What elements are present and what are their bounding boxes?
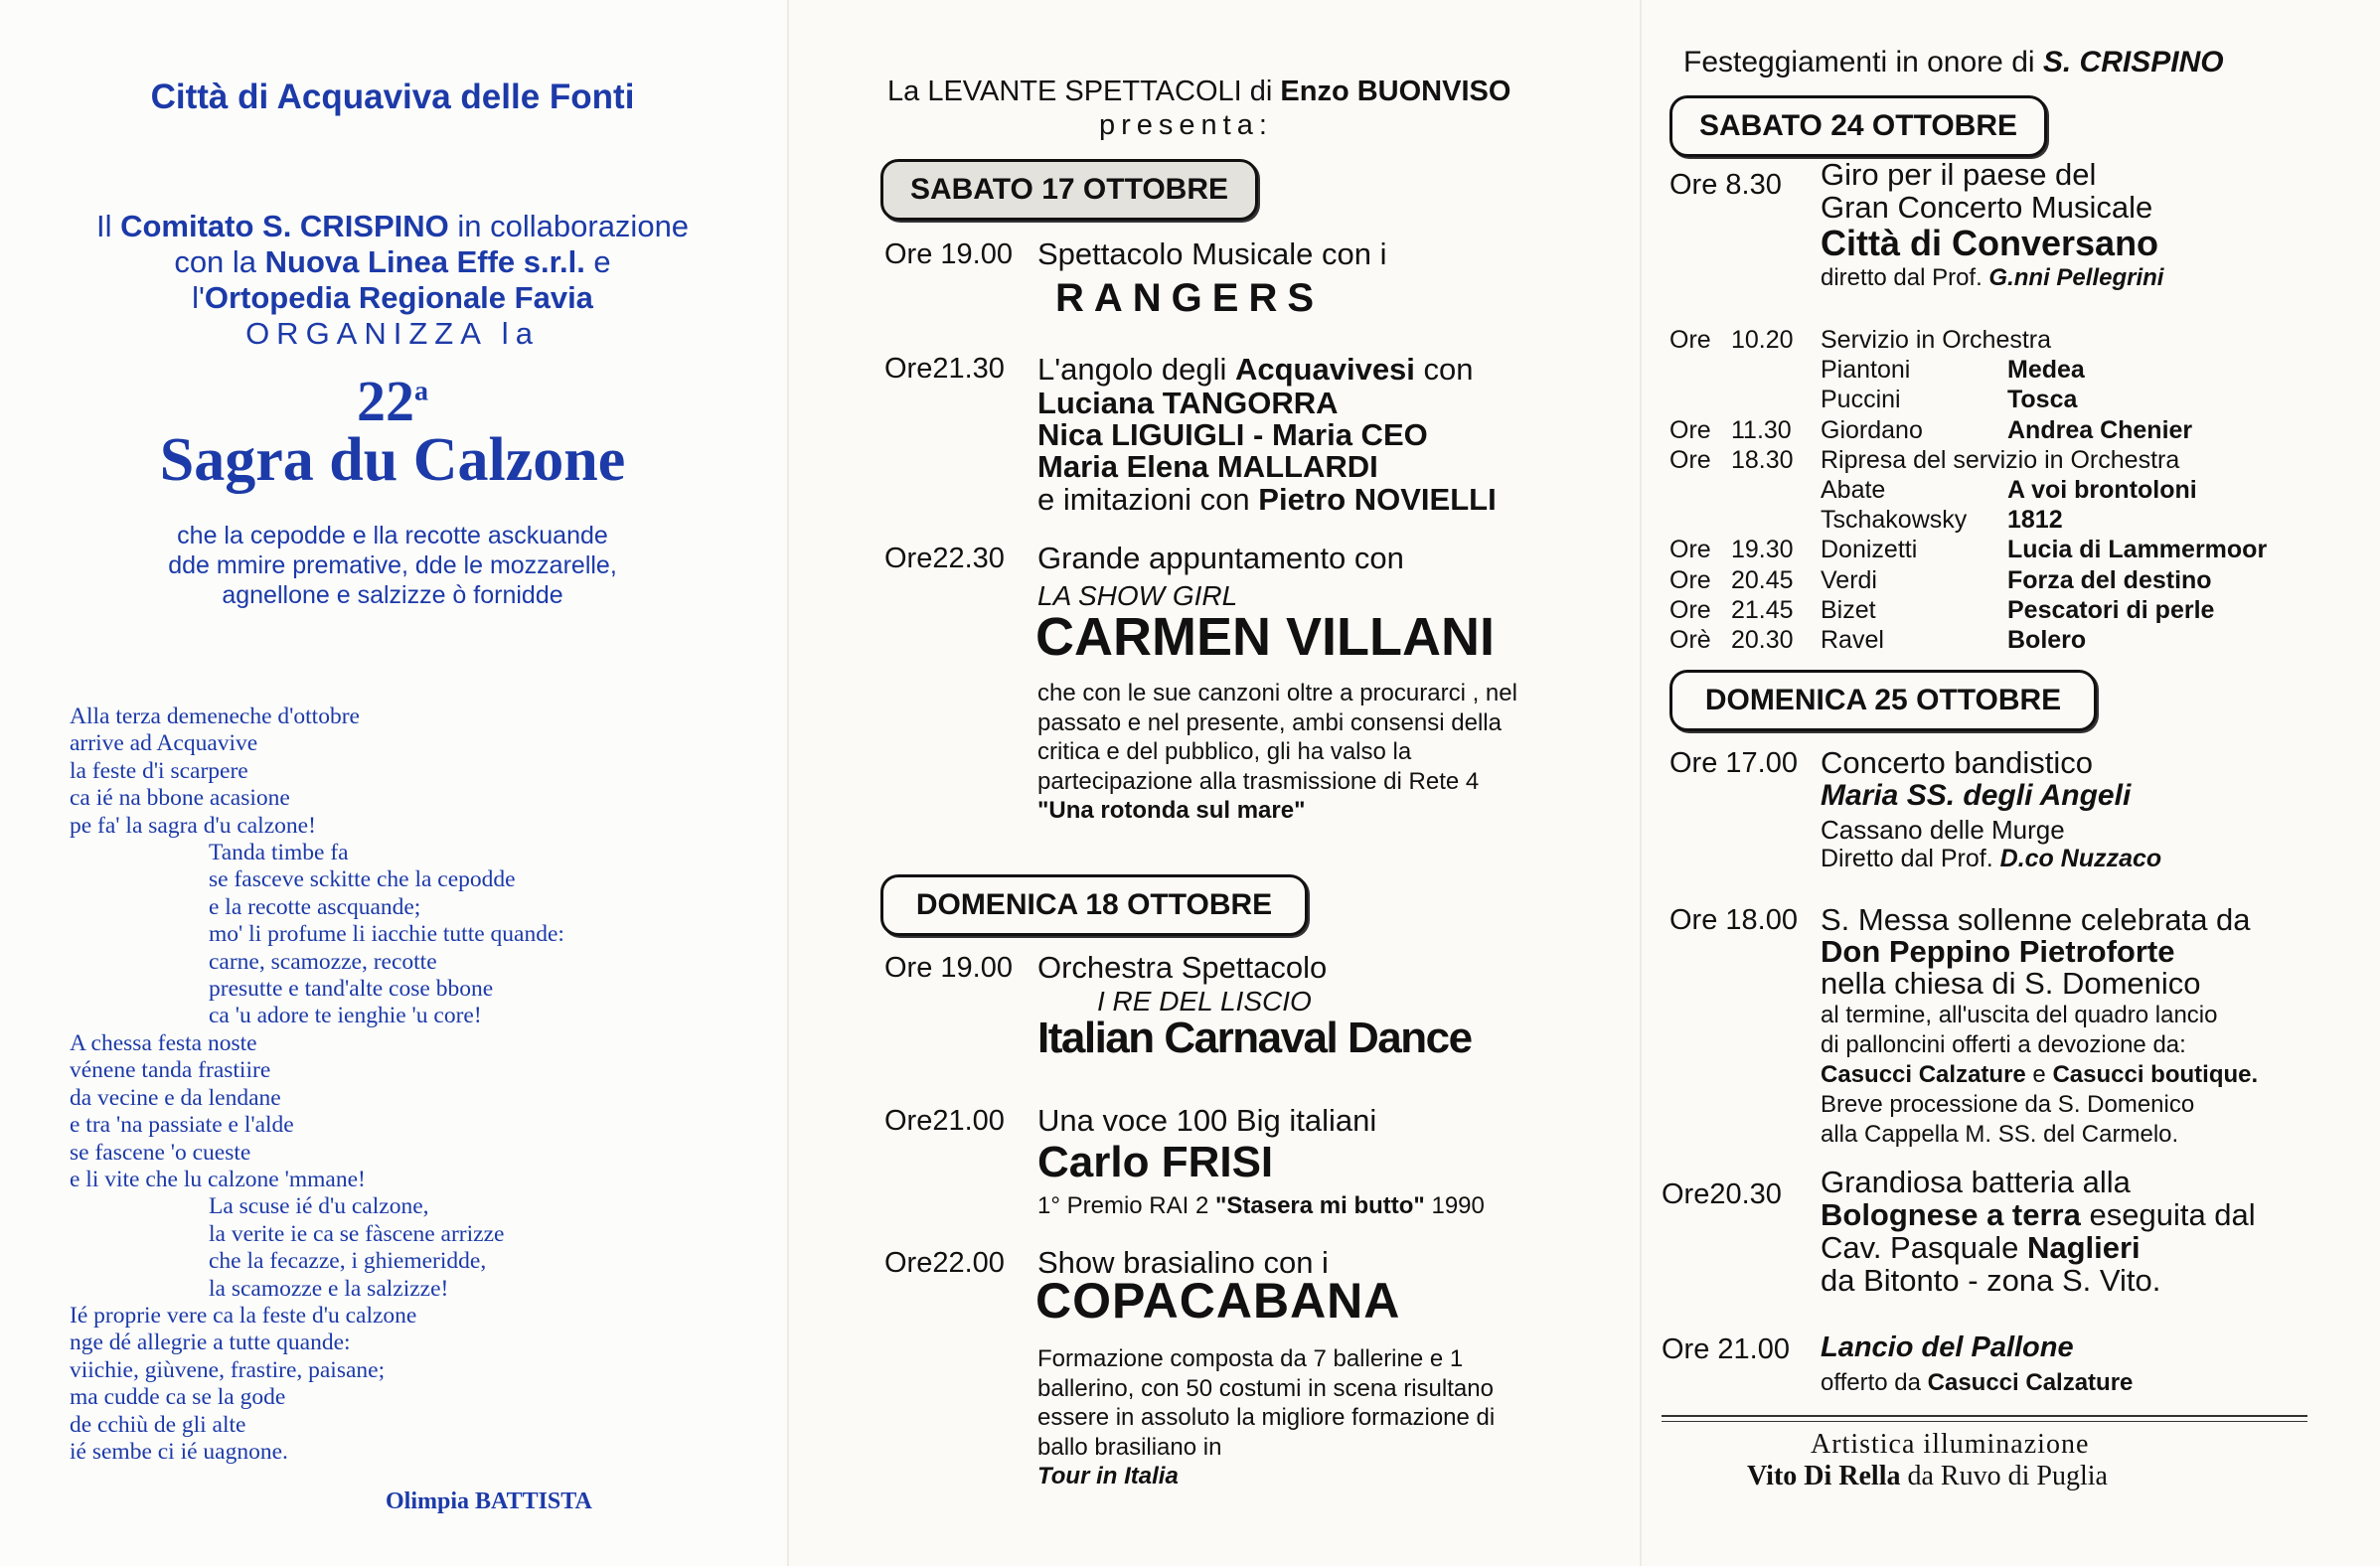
- performer-line: Nica LIGUIGLI - Maria CEO: [1037, 417, 1428, 452]
- event-name-rangers: RANGERS: [1055, 276, 1325, 320]
- poem-line: pe fa' la sagra d'u calzone!: [70, 812, 316, 839]
- schedule-row: [1640, 536, 2380, 565]
- poem-line: presutte e tand'alte cose bbone: [209, 976, 494, 1003]
- schedule-composer: Piantoni: [1821, 356, 1911, 385]
- event-time: Ore 19.00: [884, 238, 1013, 270]
- poem-line: la feste d'i scarpere: [70, 757, 248, 784]
- poem-line: e tra 'na passiate e l'alde: [70, 1112, 294, 1139]
- schedule-composer: Giordano: [1821, 415, 1923, 444]
- schedule-row: [1640, 446, 2380, 476]
- performer-line: Luciana TANGORRA: [1037, 386, 1339, 420]
- poem-line: da vecine e da lendane: [70, 1084, 281, 1111]
- event-time: Ore 21.00: [1662, 1333, 1790, 1365]
- schedule-ore: Ore: [1669, 536, 1711, 564]
- event-director: diretto dal Prof. G.nni Pellegrini: [1821, 264, 2164, 291]
- event-name: Don Peppino Pietroforte: [1821, 934, 2175, 969]
- event-time: Ore20.30: [1662, 1178, 1782, 1210]
- left-panel: [0, 0, 785, 1566]
- schedule-composer: Servizio in Orchestra: [1821, 326, 2052, 354]
- committee-line-1: Il Comitato S. CRISPINO in collaborazione: [95, 209, 690, 243]
- schedule-composer: Abate: [1821, 476, 1886, 504]
- event-desc: Spettacolo Musicale con i: [1037, 236, 1387, 271]
- committee-line-2: con la Nuova Linea Effe s.r.l. e: [174, 244, 611, 279]
- schedule-time: 10.20: [1731, 326, 1794, 354]
- event-name-italian-carnaval-dance: Italian Carnaval Dance: [1037, 1014, 1472, 1062]
- poem-line: La scuse ié d'u calzone,: [209, 1193, 429, 1220]
- poem-author: Olimpia BATTISTA: [386, 1488, 592, 1514]
- poem-line: de cchiù de gli alte: [70, 1411, 246, 1438]
- schedule-time: 20.45: [1731, 565, 1794, 594]
- poem-line: ca 'u adore te ienghie 'u core!: [209, 1003, 482, 1029]
- event-time: Ore21.00: [884, 1105, 1005, 1137]
- event-text-line: Casucci Calzature e Casucci boutique.: [1821, 1061, 2259, 1088]
- schedule-ore: Ore: [1669, 565, 1711, 594]
- day-box-domenica-18: DOMENICA 18 OTTOBRE: [880, 874, 1308, 936]
- schedule-work: Pescatori di perle: [2007, 595, 2215, 624]
- event-time: Ore 17.00: [1669, 747, 1798, 779]
- event-desc: nella chiesa di S. Domenico: [1821, 966, 2201, 1001]
- schedule-row: [1640, 416, 2380, 446]
- day-box-sabato-24: SABATO 24 OTTOBRE: [1669, 95, 2047, 157]
- day-box-domenica-25: DOMENICA 25 OTTOBRE: [1669, 670, 2097, 731]
- event-desc: Show brasialino con i: [1037, 1245, 1329, 1280]
- event-text-line: offerto da Casucci Calzature: [1821, 1369, 2134, 1396]
- poem: [70, 704, 564, 1466]
- performer-line: Maria Elena MALLARDI: [1037, 449, 1378, 484]
- schedule-work: 1812: [2007, 506, 2063, 535]
- poem-line: e la recotte ascquande;: [209, 893, 421, 920]
- schedule-work: Bolero: [2007, 626, 2087, 654]
- event-time: Ore22.30: [884, 543, 1005, 574]
- schedule-composer: Tschakowsky: [1821, 506, 1968, 535]
- event-place: Cassano delle Murge: [1821, 815, 2065, 845]
- schedule-ore: Orè: [1669, 626, 1711, 654]
- event-sub: I RE DEL LISCIO: [1097, 986, 1312, 1017]
- event-name: Maria SS. degli Angeli: [1821, 779, 2132, 812]
- poem-line: se fasceve sckitte che la cepodde: [209, 866, 516, 893]
- event-desc: Concerto bandistico: [1821, 745, 2093, 780]
- footer-rule: [1662, 1415, 2307, 1417]
- schedule-time: 19.30: [1731, 536, 1794, 564]
- schedule-row: [1640, 566, 2380, 596]
- poem-line: Tanda timbe fa: [209, 840, 349, 866]
- schedule-time: 21.45: [1731, 595, 1794, 624]
- subtitle: che la cepodde e lla recotte asckuande dde mmire premative, dde le mozzarelle, agnellone e salzizze ò fornidde: [168, 522, 617, 609]
- city-title: Città di Acquaviva delle Fonti: [150, 78, 635, 116]
- event-desc: Grande appuntamento con: [1037, 541, 1404, 575]
- event-desc: Giro per il paese del: [1821, 157, 2097, 192]
- event-name: Lancio del Pallone: [1821, 1331, 2074, 1363]
- event-note: 1° Premio RAI 2 "Stasera mi butto" 1990: [1037, 1192, 1485, 1219]
- event-time: Ore22.00: [884, 1247, 1005, 1279]
- presenter-line: La LEVANTE SPETTACOLI di Enzo BUONVISO: [887, 76, 1511, 107]
- middle-panel: [785, 0, 1679, 1566]
- schedule-composer: Donizetti: [1821, 536, 1918, 564]
- event-text-line: di palloncini offerti a devozione da:: [1821, 1031, 2186, 1058]
- poem-line: che la fecazze, i ghiemeridde,: [209, 1248, 487, 1275]
- schedule-row: [1640, 386, 2380, 415]
- schedule-row: [1640, 596, 2380, 626]
- schedule-work: A voi brontoloni: [2007, 476, 2197, 504]
- festivities-header: Festeggiamenti in onore di S. CRISPINO: [1683, 46, 2224, 78]
- schedule-time: 11.30: [1731, 415, 1792, 444]
- event-desc: Cav. Pasquale Naglieri: [1821, 1230, 2141, 1265]
- footer-rule: [1662, 1421, 2307, 1422]
- schedule-ore: Ore: [1669, 445, 1711, 474]
- organizza-line: ORGANIZZA la: [245, 316, 540, 351]
- event-desc: Gran Concerto Musicale: [1821, 190, 2153, 225]
- schedule-row: [1640, 506, 2380, 536]
- committee-line-3: l'Ortopedia Regionale Favia: [192, 280, 593, 315]
- footer-line: Artistica illuminazione: [1811, 1429, 2090, 1460]
- event-desc: Bolognese a terra eseguita dal: [1821, 1197, 2256, 1232]
- event-sub: LA SHOW GIRL: [1037, 580, 1238, 611]
- event-desc: L'angolo degli Acquavivesi con: [1037, 352, 1474, 387]
- day-box-sabato-17: SABATO 17 OTTOBRE: [880, 159, 1258, 221]
- event-time: Ore 19.00: [884, 952, 1013, 984]
- event-name-citta-di-conversano: Città di Conversano: [1821, 223, 2159, 263]
- poem-line: mo' li profume li iacchie tutte quande:: [209, 921, 564, 948]
- poem-line: Alla terza demeneche d'ottobre: [70, 704, 360, 729]
- event-name-carlo-frisi: Carlo FRISI: [1037, 1138, 1274, 1186]
- schedule-row: [1640, 626, 2380, 656]
- event-director: Diretto dal Prof. D.co Nuzzaco: [1821, 845, 2162, 872]
- committee-block: [0, 209, 785, 352]
- poem-line: ma cudde ca se la gode: [70, 1384, 286, 1411]
- event-desc: S. Messa sollenne celebrata da: [1821, 902, 2251, 937]
- right-panel: [1640, 0, 2380, 1566]
- poem-line: e li vite che lu calzone 'mmane!: [70, 1166, 366, 1192]
- presenta: presenta:: [1099, 109, 1273, 141]
- event-time: Ore 18.00: [1669, 904, 1798, 936]
- poem-line: Ié proprie vere ca la feste d'u calzone: [70, 1302, 417, 1329]
- schedule-row: [1640, 356, 2380, 386]
- schedule-composer: Puccini: [1821, 386, 1901, 414]
- schedule-ore: Ore: [1669, 326, 1711, 354]
- event-desc: Grandiosa batteria alla: [1821, 1165, 2131, 1199]
- schedule-ore: Ore: [1669, 415, 1711, 444]
- event-text-line: al termine, all'uscita del quadro lancio: [1821, 1002, 2218, 1028]
- event-name-carmen-villani: CARMEN VILLANI: [1035, 607, 1495, 667]
- event-name-copacabana: COPACABANA: [1035, 1273, 1401, 1329]
- schedule-composer: Bizet: [1821, 595, 1876, 624]
- schedule-work: Medea: [2007, 356, 2085, 385]
- schedule-composer: Ripresa del servizio in Orchestra: [1821, 445, 2180, 474]
- event-desc: Una voce 100 Big italiani: [1037, 1103, 1377, 1138]
- schedule-time: 18.30: [1731, 445, 1794, 474]
- poem-line: ié sembe ci ié uagnone.: [70, 1438, 288, 1465]
- event-text-line: Breve processione da S. Domenico: [1821, 1091, 2195, 1118]
- schedule-ore: Ore: [1669, 595, 1711, 624]
- poem-line: la scamozze e la salzizze!: [209, 1275, 449, 1302]
- schedule-work: Forza del destino: [2007, 565, 2212, 594]
- event-desc: Orchestra Spettacolo: [1037, 950, 1328, 985]
- event-time: Ore 8.30: [1669, 169, 1782, 201]
- schedule-composer: Ravel: [1821, 626, 1884, 654]
- event-text-line: alla Cappella M. SS. del Carmelo.: [1821, 1121, 2179, 1148]
- poem-line: se fascene 'o cueste: [70, 1139, 251, 1166]
- schedule-row: [1640, 476, 2380, 506]
- footer-credit: Vito Di Rella da Ruvo di Puglia: [1747, 1461, 2108, 1491]
- poem-line: viichie, giùvene, frastire, paisane;: [70, 1356, 386, 1383]
- event-time: Ore21.30: [884, 353, 1005, 385]
- poem-line: A chessa festa noste: [70, 1029, 257, 1056]
- poem-line: arrive ad Acquavive: [70, 730, 258, 757]
- schedule-time: 20.30: [1731, 626, 1794, 654]
- schedule-work: Andrea Chenier: [2007, 415, 2193, 444]
- event-desc: da Bitonto - zona S. Vito.: [1821, 1263, 2161, 1298]
- poem-line: carne, scamozze, recotte: [209, 948, 437, 975]
- performer-line: e imitazioni con Pietro NOVIELLI: [1037, 482, 1497, 517]
- edition-number: 22$^a$: [357, 369, 428, 433]
- schedule-composer: Verdi: [1821, 565, 1877, 594]
- poem-line: la verite ie ca se fàscene arrizze: [209, 1220, 505, 1247]
- event-text: Formazione composta da 7 ballerine e 1 ballerino, con 50 costumi in scena risultano essere in assoluto la migliore formazione di ballo brasiliano in Tour in Italia: [1037, 1345, 1496, 1489]
- poem-line: ca ié na bbone acasione: [70, 785, 290, 812]
- schedule-row: [1640, 326, 2380, 356]
- poem-line: nge dé allegrie a tutte quande:: [70, 1330, 351, 1356]
- sagra-title: Sagra du Calzone: [159, 426, 626, 494]
- event-text: che con le sue canzoni oltre a procurarci , nel passato e nel presente, ambi consensi della critica e del pubblico, gli ha valso la partecipazione alla trasmissione di Rete 4 "Una rotonda sul mare": [1037, 680, 1517, 824]
- poem-line: vénene tanda frastiire: [70, 1057, 271, 1084]
- schedule-work: Lucia di Lammermoor: [2007, 536, 2268, 564]
- schedule-work: Tosca: [2007, 386, 2078, 414]
